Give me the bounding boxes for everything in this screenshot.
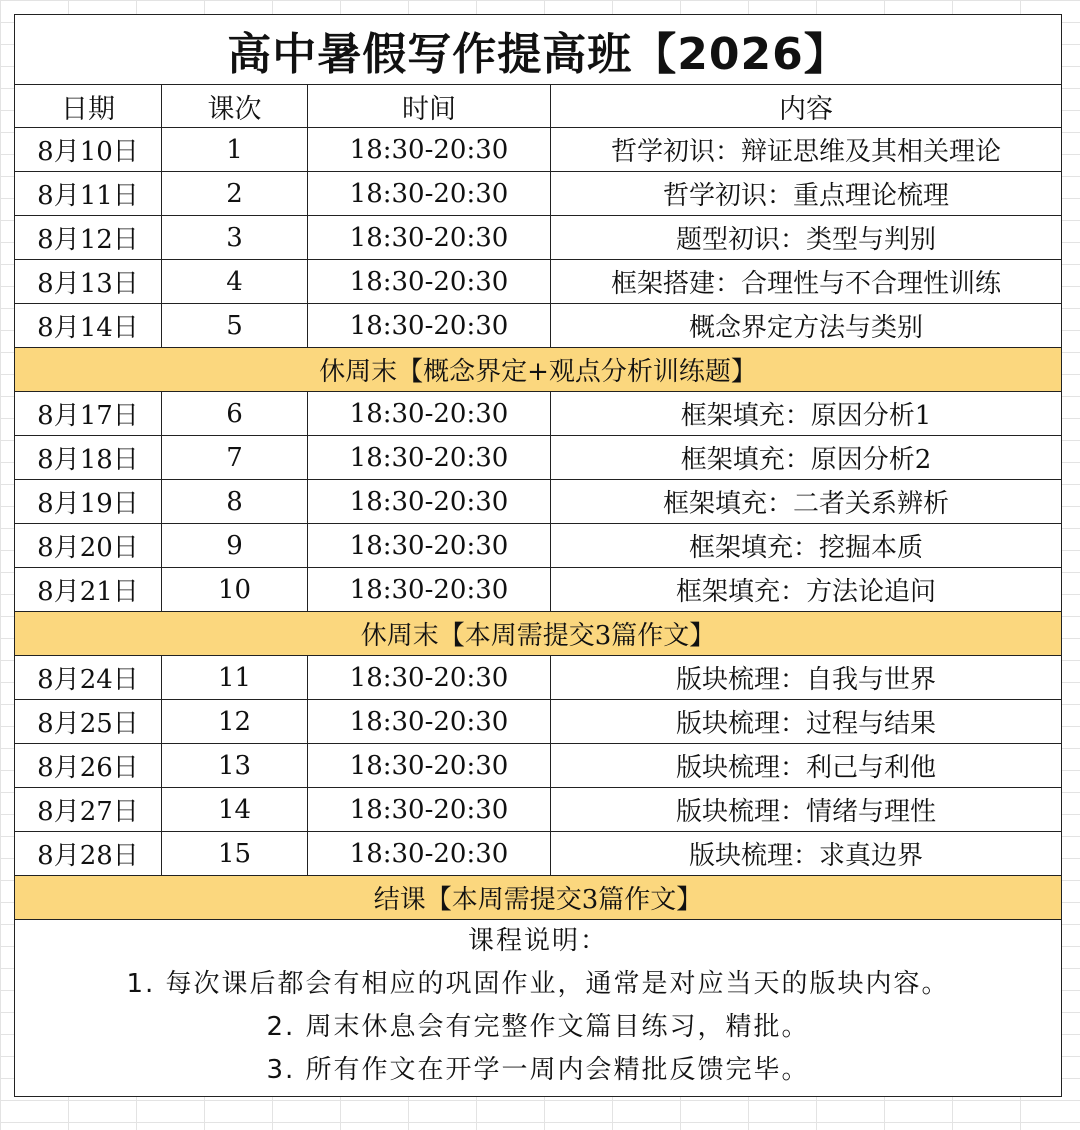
table-row (15, 304, 1062, 348)
cell-date: 8月17日 (15, 392, 162, 436)
cell-content: 题型初识：类型与判别 (551, 216, 1062, 260)
table-row (15, 172, 1062, 216)
cell-date: 8月21日 (15, 568, 162, 612)
break-row (15, 612, 1062, 656)
cell-content: 版块梳理：情绪与理性 (551, 788, 1062, 832)
cell-content: 框架搭建：合理性与不合理性训练 (551, 260, 1062, 304)
cell-time: 18:30-20:30 (308, 260, 551, 304)
table-row (15, 744, 1062, 788)
cell-lesson-number: 11 (162, 656, 308, 700)
cell-time: 18:30-20:30 (308, 128, 551, 172)
cell-date: 8月19日 (15, 480, 162, 524)
cell-lesson-number: 6 (162, 392, 308, 436)
cell-date: 8月24日 (15, 656, 162, 700)
header-row (15, 85, 1062, 128)
cell-time: 18:30-20:30 (308, 656, 551, 700)
table-row (15, 128, 1062, 172)
cell-date: 8月26日 (15, 744, 162, 788)
cell-lesson-number: 9 (162, 524, 308, 568)
cell-content: 框架填充：方法论追问 (551, 568, 1062, 612)
table-row (15, 568, 1062, 612)
cell-date: 8月11日 (15, 172, 162, 216)
cell-lesson-number: 8 (162, 480, 308, 524)
cell-time: 18:30-20:30 (308, 700, 551, 744)
notes-row (15, 920, 1062, 1097)
break-label: 结课【本周需提交3篇作文】 (15, 876, 1062, 920)
cell-content: 框架填充：原因分析1 (551, 392, 1062, 436)
table-title: 高中暑假写作提高班【2026】 (15, 15, 1062, 85)
cell-time: 18:30-20:30 (308, 832, 551, 876)
cell-lesson-number: 4 (162, 260, 308, 304)
cell-date: 8月14日 (15, 304, 162, 348)
cell-lesson-number: 7 (162, 436, 308, 480)
table-row (15, 656, 1062, 700)
cell-date: 8月27日 (15, 788, 162, 832)
break-label: 休周末【概念界定+观点分析训练题】 (15, 348, 1062, 392)
table-row (15, 216, 1062, 260)
table-row (15, 700, 1062, 744)
table-row (15, 788, 1062, 832)
cell-lesson-number: 15 (162, 832, 308, 876)
cell-date: 8月28日 (15, 832, 162, 876)
cell-content: 概念界定方法与类别 (551, 304, 1062, 348)
cell-time: 18:30-20:30 (308, 788, 551, 832)
cell-time: 18:30-20:30 (308, 172, 551, 216)
cell-content: 框架填充：原因分析2 (551, 436, 1062, 480)
break-row (15, 876, 1062, 920)
cell-lesson-number: 10 (162, 568, 308, 612)
header-date: 日期 (15, 85, 162, 128)
cell-content: 框架填充：挖掘本质 (551, 524, 1062, 568)
notes-item-3: 3. 所有作文在开学一周内会精批反馈完毕。 (266, 1055, 810, 1085)
cell-lesson-number: 12 (162, 700, 308, 744)
notes-item-1: 1. 每次课后都会有相应的巩固作业，通常是对应当天的版块内容。 (126, 969, 950, 999)
header-lesson-number: 课次 (162, 85, 308, 128)
cell-content: 框架填充：二者关系辨析 (551, 480, 1062, 524)
cell-time: 18:30-20:30 (308, 480, 551, 524)
cell-date: 8月13日 (15, 260, 162, 304)
table-row (15, 480, 1062, 524)
table-row (15, 436, 1062, 480)
table-row (15, 260, 1062, 304)
cell-content: 版块梳理：自我与世界 (551, 656, 1062, 700)
cell-time: 18:30-20:30 (308, 568, 551, 612)
cell-date: 8月20日 (15, 524, 162, 568)
cell-time: 18:30-20:30 (308, 304, 551, 348)
cell-lesson-number: 5 (162, 304, 308, 348)
cell-date: 8月12日 (15, 216, 162, 260)
cell-lesson-number: 14 (162, 788, 308, 832)
cell-lesson-number: 3 (162, 216, 308, 260)
course-notes (15, 920, 1062, 1097)
cell-time: 18:30-20:30 (308, 392, 551, 436)
schedule-table (14, 14, 1062, 1097)
cell-date: 8月10日 (15, 128, 162, 172)
cell-content: 版块梳理：过程与结果 (551, 700, 1062, 744)
notes-heading: 课程说明： (468, 926, 609, 956)
notes-item-2: 2. 周末休息会有完整作文篇目练习，精批。 (266, 1012, 810, 1042)
table-row (15, 832, 1062, 876)
cell-content: 哲学初识：辩证思维及其相关理论 (551, 128, 1062, 172)
cell-content: 版块梳理：求真边界 (551, 832, 1062, 876)
cell-time: 18:30-20:30 (308, 524, 551, 568)
cell-time: 18:30-20:30 (308, 216, 551, 260)
header-content: 内容 (551, 85, 1062, 128)
cell-content: 版块梳理：利己与利他 (551, 744, 1062, 788)
cell-content: 哲学初识：重点理论梳理 (551, 172, 1062, 216)
table-row (15, 524, 1062, 568)
cell-lesson-number: 2 (162, 172, 308, 216)
cell-time: 18:30-20:30 (308, 744, 551, 788)
break-label: 休周末【本周需提交3篇作文】 (15, 612, 1062, 656)
title-row (15, 15, 1062, 85)
cell-date: 8月18日 (15, 436, 162, 480)
table-row (15, 392, 1062, 436)
break-row (15, 348, 1062, 392)
header-time: 时间 (308, 85, 551, 128)
cell-lesson-number: 13 (162, 744, 308, 788)
cell-time: 18:30-20:30 (308, 436, 551, 480)
cell-lesson-number: 1 (162, 128, 308, 172)
cell-date: 8月25日 (15, 700, 162, 744)
